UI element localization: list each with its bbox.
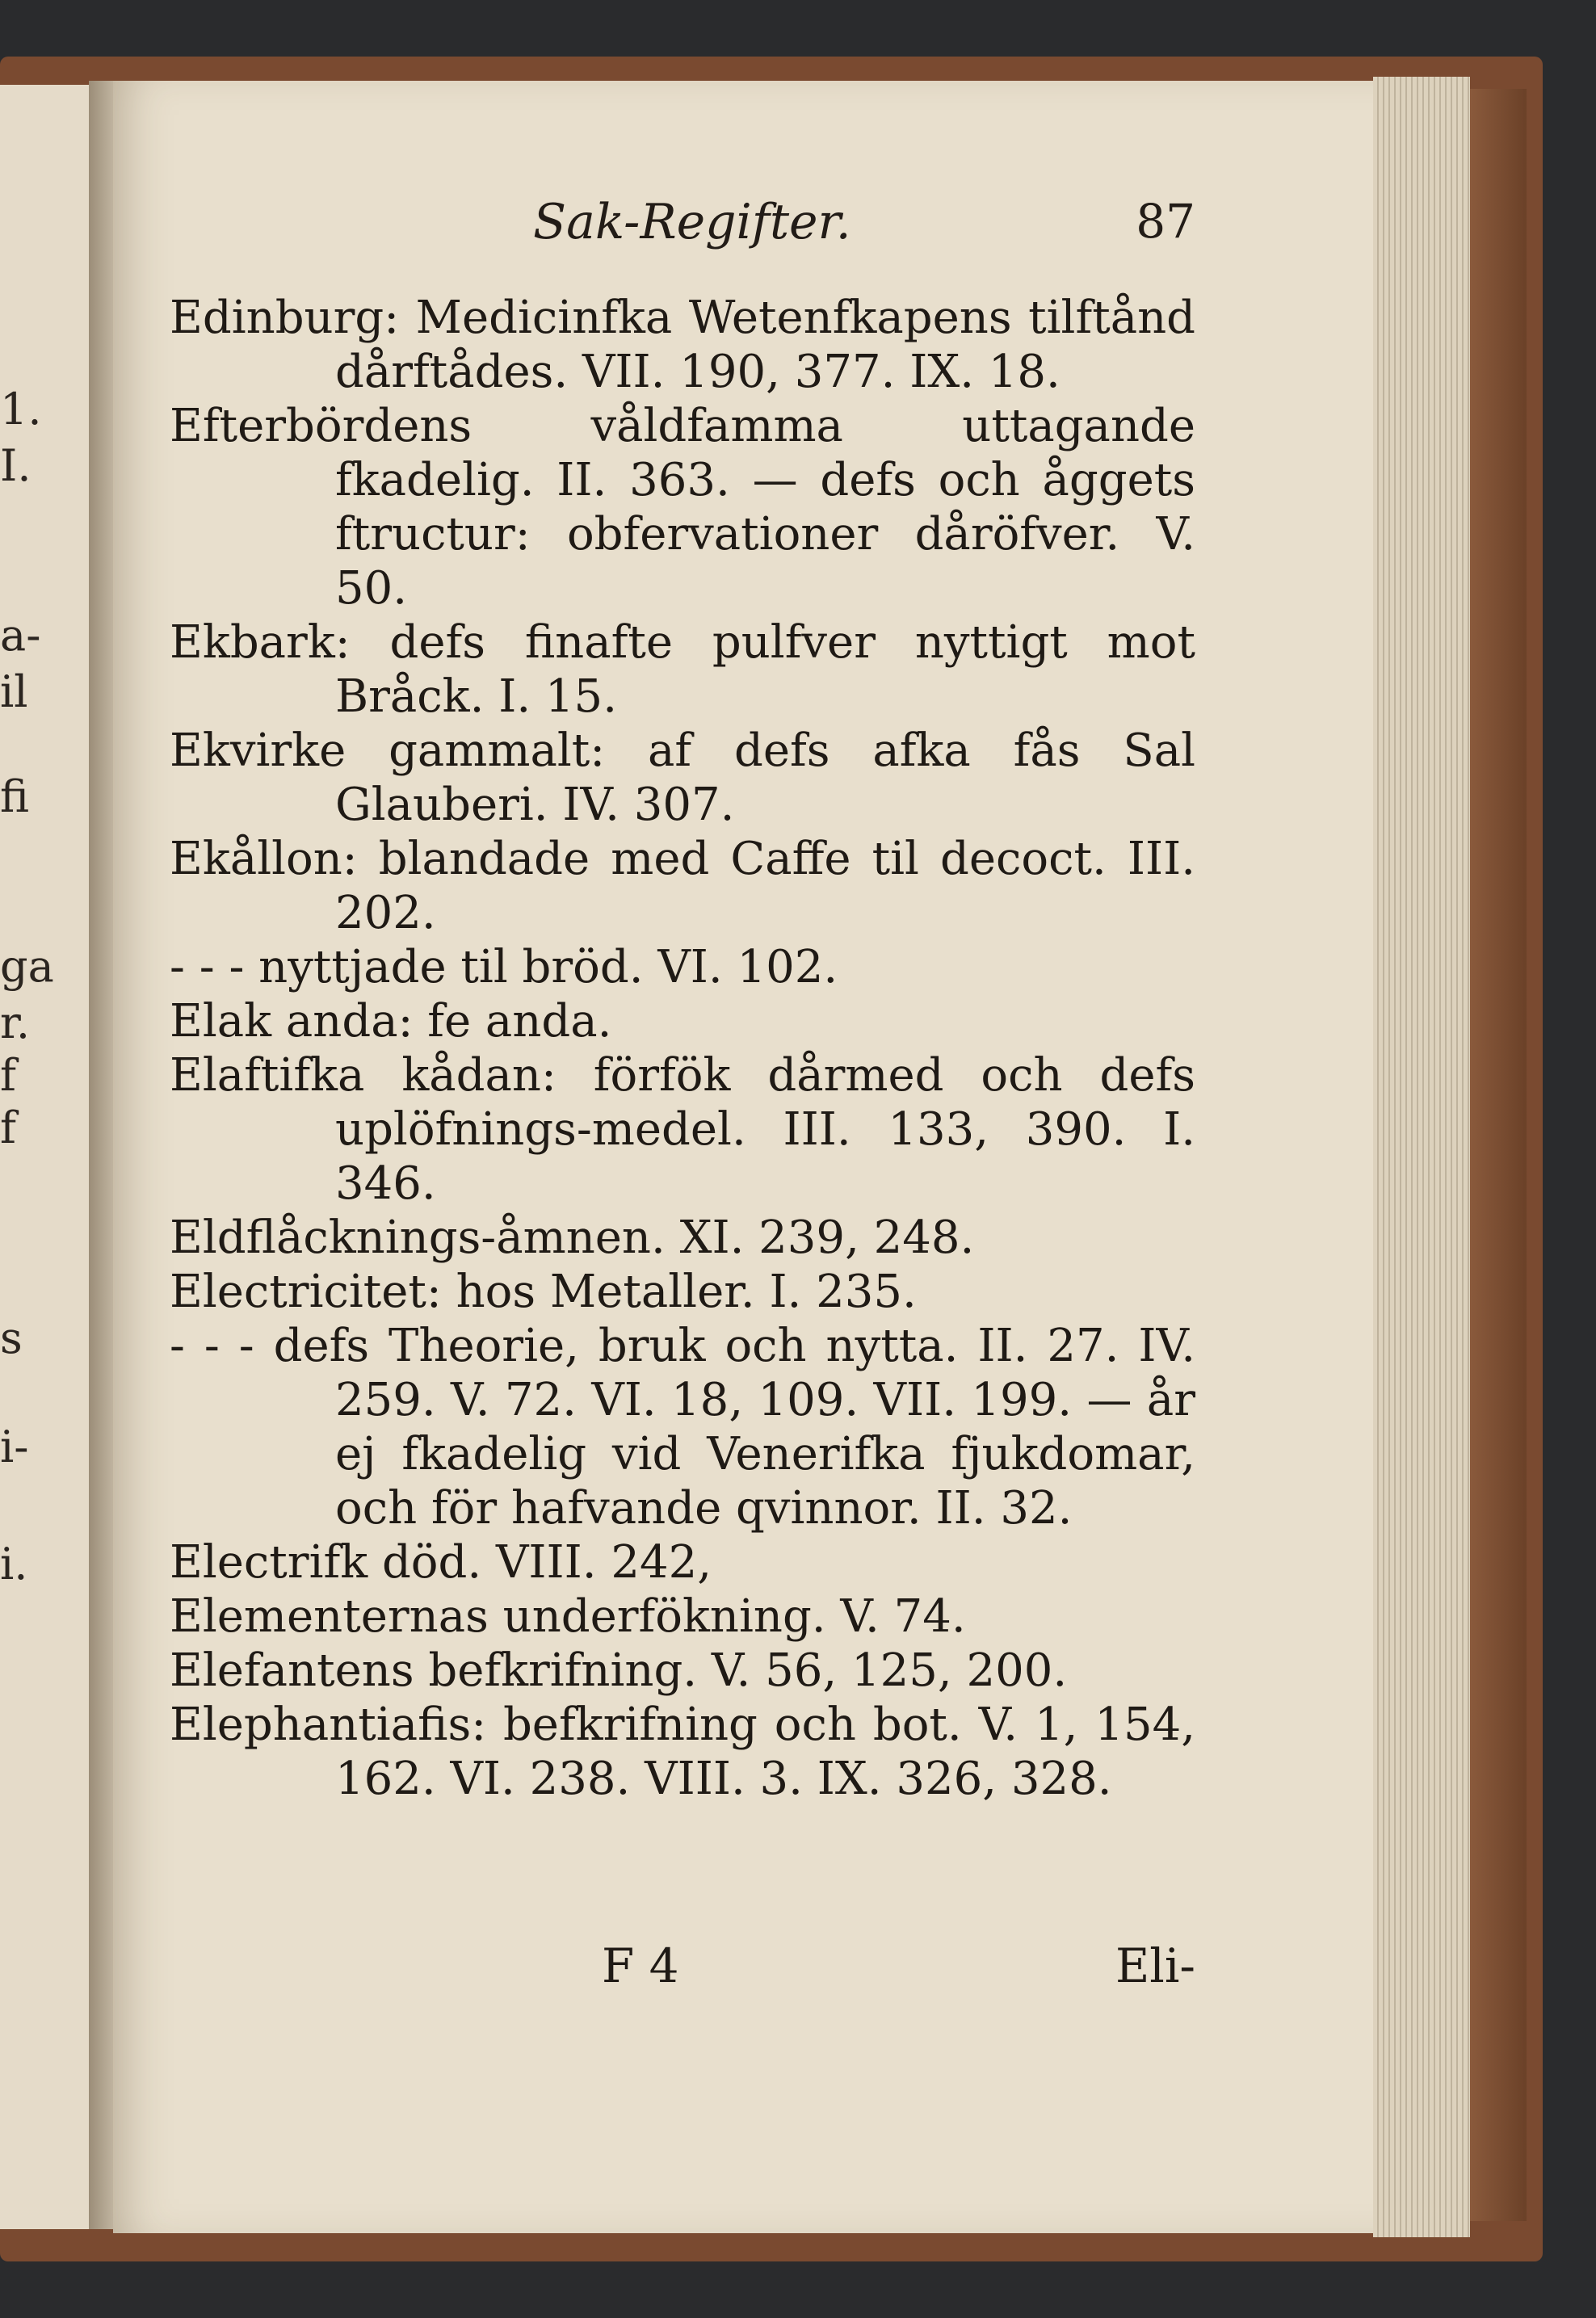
left-fragment: f (0, 1050, 16, 1101)
page-number: 87 (1136, 194, 1195, 249)
index-entries (170, 291, 1195, 1806)
left-fragment: i. (0, 1539, 28, 1589)
left-fragment: f (0, 1102, 16, 1153)
signature-mark: F 4 (602, 1938, 679, 1993)
catchword: Eli- (1115, 1938, 1195, 1993)
index-entry: Elementernas underfökning. V. 74. (170, 1590, 966, 1643)
index-entry: Ekållon: blandade med Caffe til decoct. III. 202. (170, 833, 1195, 939)
left-fragment: fi (0, 771, 30, 822)
index-entry: Electricitet: hos Metaller. I. 235. (170, 1266, 917, 1318)
left-fragment: il (0, 666, 28, 717)
index-entry: Elak anda: fe anda. (170, 995, 612, 1048)
left-fragment: a- (0, 610, 41, 661)
running-head: Sak-Regifter. (533, 194, 851, 250)
page-edges (1373, 77, 1470, 2237)
index-entry: Elefantens befkrifning. V. 56, 125, 200. (170, 1644, 1068, 1697)
left-fragment: s (0, 1312, 23, 1363)
page-footer (170, 1938, 1195, 2003)
left-fragment: r. (0, 997, 31, 1048)
cover-edge (1470, 89, 1527, 2221)
previous-page-edge (0, 85, 94, 2229)
index-entry: - - - nyttjade til bröd. VI. 102. (170, 941, 838, 993)
index-entry: Ekvirke gammalt: af defs afka fås Sal Glauberi. IV. 307. (170, 724, 1195, 831)
previous-page-text (0, 85, 89, 2229)
index-entry: - - - defs Theorie, bruk och nytta. II. 27. IV. 259. V. 72. VI. 18, 109. VII. 199. — år ej fkadelig vid Venerifka fjukdomar, och för hafvande qvinnor. II. 32. (170, 1320, 1195, 1535)
index-entry: Eldflåcknings-åmnen. XI. 239, 248. (170, 1211, 975, 1264)
index-entry: Edinburg: Medicinfka Wetenfkapens tilftånd dårftådes. VII. 190, 377. IX. 18. (170, 292, 1195, 398)
left-fragment: I. (0, 440, 32, 491)
left-fragment: 1. (0, 384, 42, 435)
index-entry: Electrifk död. VIII. 242, (170, 1536, 712, 1589)
index-entry: Elaftifka kådan: förfök dårmed och defs uplöfnings-medel. III. 133, 390. I. 346. (170, 1049, 1195, 1210)
index-entry: Efterbördens våldfamma uttagande fkadelig. II. 363. — defs och åggets ftructur: obfervationer dåröfver. V. 50. (170, 400, 1195, 615)
index-entry: Ekbark: defs finafte pulfver nyttigt mot Bråck. I. 15. (170, 616, 1195, 723)
index-entry: Elephantiafis: befkrifning och bot. V. 1, 154, 162. VI. 238. VIII. 3. IX. 326, 328. (170, 1699, 1195, 1805)
left-fragment: ga (0, 941, 54, 992)
left-fragment: i- (0, 1421, 29, 1472)
page-header (533, 194, 1195, 250)
